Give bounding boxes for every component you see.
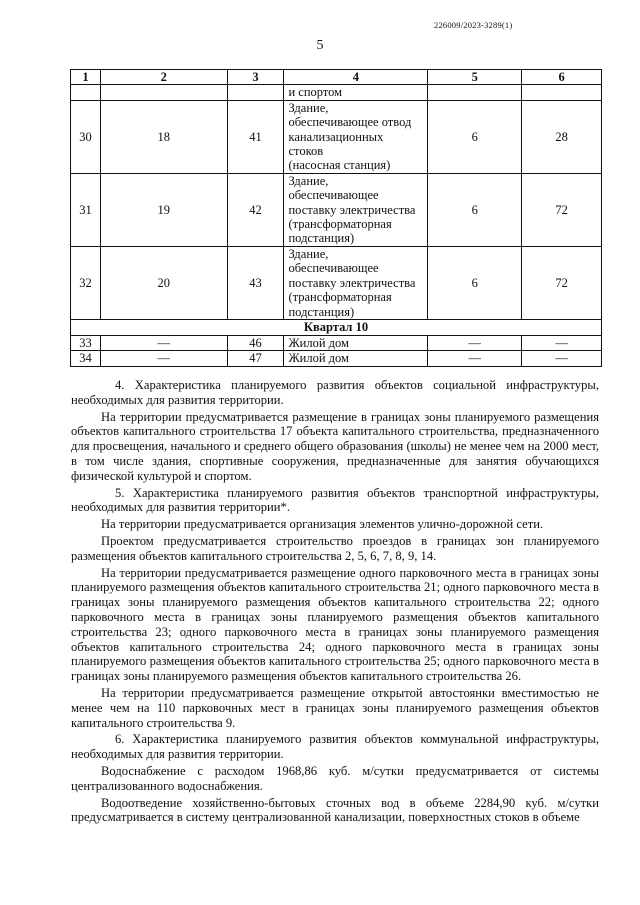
table-cell: 72 xyxy=(522,173,602,246)
table-cell: — xyxy=(428,335,522,350)
paragraph: Проектом предусматривается строительство проездов в границах зон планируемого размещения объектов капитального строительства 2, 5, 6, 7, 8, 9, 14. xyxy=(71,533,599,563)
document-id: 226009/2023-3289(1) xyxy=(434,20,513,30)
table-cell: 32 xyxy=(71,246,101,319)
description-line: обеспечивающее xyxy=(288,261,379,276)
description-line: (насосная станция) xyxy=(288,158,391,173)
table-cell: 43 xyxy=(227,246,284,319)
description-line: (трансформаторная xyxy=(288,217,392,232)
column-header: 5 xyxy=(428,70,522,85)
table-row xyxy=(71,335,602,350)
section-heading-5: 5. Характеристика планируемого развития объектов транспортной инфраструктуры, необходимых для развития территории*. xyxy=(71,485,599,515)
description-line: стоков xyxy=(288,144,324,159)
table-row xyxy=(71,173,602,246)
description-line: (трансформаторная xyxy=(288,290,392,305)
column-header: 4 xyxy=(284,70,428,85)
table-cell: 6 xyxy=(428,246,522,319)
table-cell: 72 xyxy=(522,246,602,319)
paragraph: На территории предусматривается размещение открытой автостоянки вместимостью не менее чем на 110 парковочных мест в границах зоны планируемого размещения объектов капитального строительства 9. xyxy=(71,685,599,730)
table-cell: 41 xyxy=(227,100,284,173)
table-cell: 31 xyxy=(71,173,101,246)
table-cell: Жилой дом xyxy=(284,351,428,366)
table-row xyxy=(71,246,602,319)
paragraph: Водоснабжение с расходом 1968,86 куб. м/сутки предусматривается от системы централизованного водоснабжения. xyxy=(71,763,599,793)
description-line: подстанция) xyxy=(288,231,355,246)
table-cell: — xyxy=(522,351,602,366)
column-header: 2 xyxy=(100,70,227,85)
column-header: 3 xyxy=(227,70,284,85)
description-line: поставку электричества xyxy=(288,275,416,290)
quarter-heading-row xyxy=(71,319,602,335)
description-line: обеспечивающее xyxy=(288,188,379,203)
section-heading-6: 6. Характеристика планируемого развития объектов коммунальной инфраструктуры, необходимых для развития территории. xyxy=(71,732,599,762)
table-cell: 34 xyxy=(71,351,101,366)
objects-table xyxy=(70,69,602,367)
table-cell: 18 xyxy=(100,100,227,173)
table-cell: — xyxy=(522,335,602,350)
paragraph: На территории предусматривается размещение в границах зоны планируемого размещения объектов капитального строительства 17 объекта капитального строительства, предназначенного для просвещения, начального и среднего общего образования (школы) не менее чем на 2000 мест, в том числе здания, спортивные сооружения, предназначенные для занятия обучающихся физической культурой и спортом. xyxy=(71,409,599,483)
table-cell: — xyxy=(100,335,227,350)
table-cell: — xyxy=(100,351,227,366)
quarter-title: Квартал 10 xyxy=(71,319,602,335)
table-cell: 47 xyxy=(227,351,284,366)
description-line: Здание, xyxy=(288,246,329,261)
paragraph: На территории предусматривается размещение одного парковочного места в границах зоны планируемого размещения объектов капитального строительства 21; одного парковочного места в границах зоны планируемого размещения объектов капитального строительства 22; одного парковочного места в границах зоны планируемого размещения объектов капитального строительства 23; одного парковочного места в границах зоны планируемого размещения объектов капитального строительства 24; одного парковочного места в границах зоны планируемого размещения объектов капитального строительства 25; одного парковочного места в границах зоны планируемого размещения объектов капитального строительства 26. xyxy=(71,565,599,684)
table-row xyxy=(71,100,602,173)
table-cell: и спортом xyxy=(284,85,428,100)
table-cell-description xyxy=(284,173,428,246)
table-cell: 33 xyxy=(71,335,101,350)
table-cell: — xyxy=(428,351,522,366)
section-heading-4: 4. Характеристика планируемого развития объектов социальной инфраструктуры, необходимых для развития территории. xyxy=(71,378,599,407)
table-cell: 46 xyxy=(227,335,284,350)
table-row xyxy=(71,351,602,366)
table-cell: 6 xyxy=(428,173,522,246)
page-number: 5 xyxy=(316,38,324,53)
table-cell: 6 xyxy=(428,100,522,173)
column-header: 1 xyxy=(71,70,101,85)
description-line: поставку электричества xyxy=(288,202,416,217)
paragraph: Водоотведение хозяйственно-бытовых сточных вод в объеме 2284,90 куб. м/сутки предусматривается в систему централизованной канализации, поверхностных стоков в объеме xyxy=(71,795,599,825)
description-line: подстанция) xyxy=(288,304,355,319)
paragraph: На территории предусматривается организация элементов улично-дорожной сети. xyxy=(101,517,544,532)
table-cell: Жилой дом xyxy=(284,335,428,350)
table-cell: 19 xyxy=(100,173,227,246)
table-cell: 30 xyxy=(71,100,101,173)
table-cell-description xyxy=(284,246,428,319)
description-line: Здание, xyxy=(288,100,329,115)
column-header: 6 xyxy=(522,70,602,85)
table-header-row xyxy=(71,70,602,85)
table-cell: 28 xyxy=(522,100,602,173)
table-cell: 42 xyxy=(227,173,284,246)
table-cell-description xyxy=(284,100,428,173)
description-line: Здание, xyxy=(288,173,329,188)
table-row-continuation xyxy=(71,85,602,100)
description-line: канализационных xyxy=(288,129,384,144)
document-body xyxy=(71,378,599,825)
table-cell: 20 xyxy=(100,246,227,319)
description-line: обеспечивающее отвод xyxy=(288,115,412,130)
